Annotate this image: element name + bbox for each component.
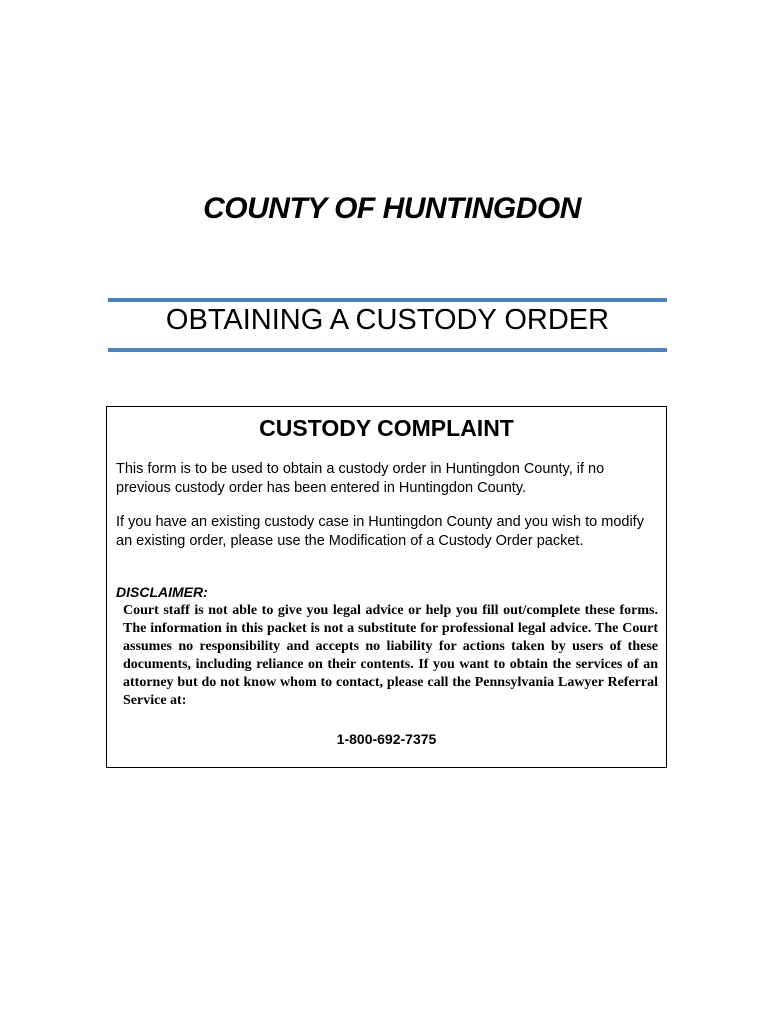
county-title: COUNTY OF HUNTINGDON xyxy=(203,192,581,225)
bottom-divider xyxy=(108,348,667,352)
box-heading: CUSTODY COMPLAINT xyxy=(259,415,514,441)
disclaimer-label: DISCLAIMER: xyxy=(116,584,208,600)
section-title: OBTAINING A CUSTODY ORDER xyxy=(165,304,610,336)
custody-complaint-box xyxy=(106,406,667,768)
modification-paragraph: If you have an existing custody case in Huntingdon County and you wish to modify an existing order, please use the Modification of a Custody Order packet. xyxy=(116,514,644,549)
intro-paragraph: This form is to be used to obtain a custody order in Huntingdon County, if no previous custody order has been entered in Huntingdon County. xyxy=(116,461,605,496)
disclaimer-text: Court staff is not able to give you legal advice or help you fill out/complete these forms. The information in this packet is not a substitute for professional legal advice. The Court assumes no responsibility and accepts no liability for actions taken by users of these documents, including reliance on their contents. If you want to obtain the services of an attorney but do not know whom to contact, please call the Pennsylvania Lawyer Referral Service at: xyxy=(123,603,658,708)
referral-phone-number: 1-800-692-7375 xyxy=(336,731,437,747)
top-divider xyxy=(108,298,667,302)
